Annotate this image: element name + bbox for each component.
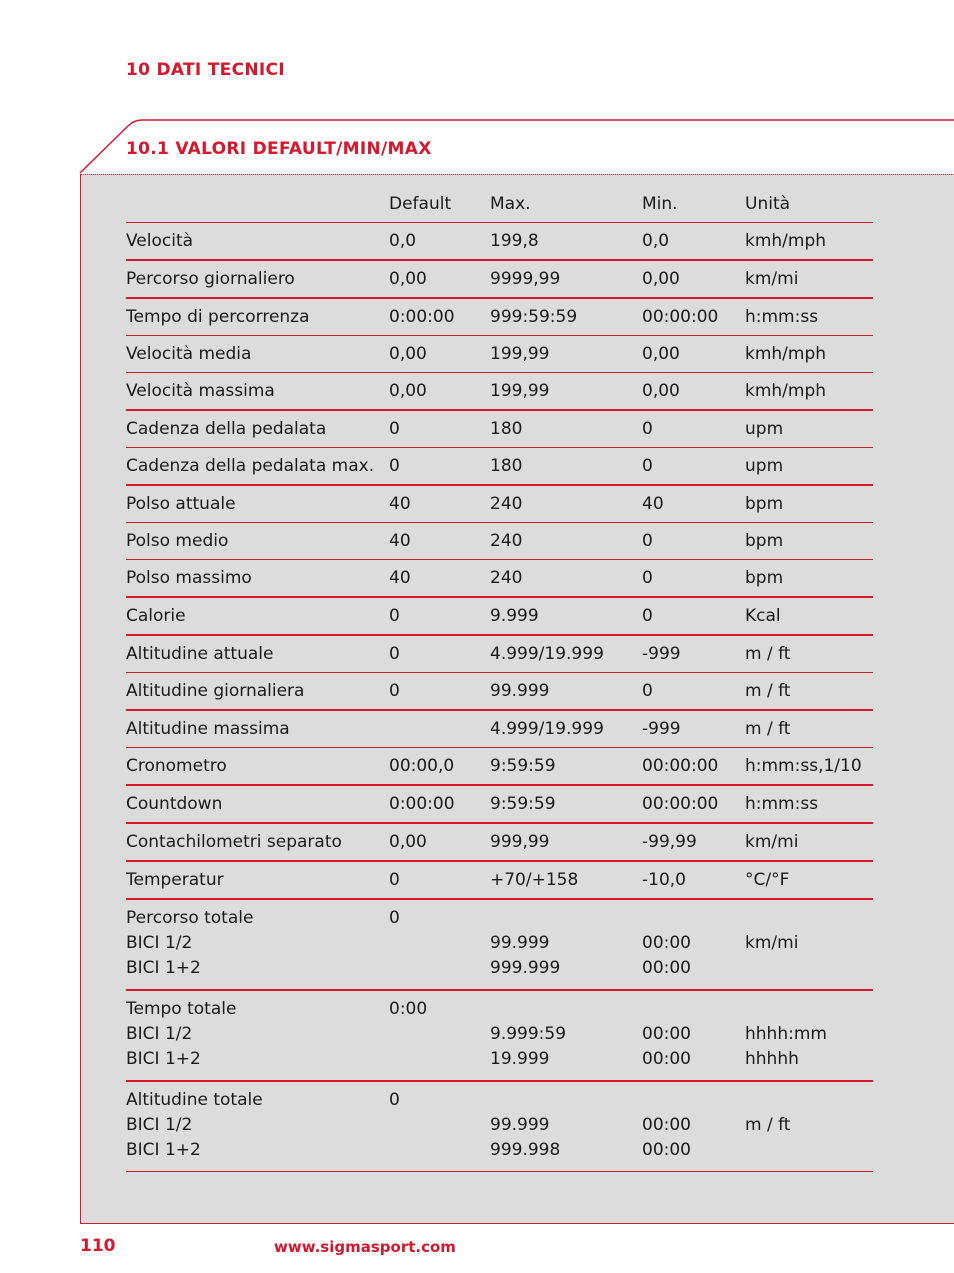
cell-max: 9.999	[490, 597, 642, 635]
table-row	[126, 523, 873, 560]
cell-min: 0	[642, 523, 745, 560]
cell-name: Polso medio	[126, 523, 389, 560]
cell-name: Velocità media	[126, 336, 389, 373]
cell-unit	[745, 899, 873, 990]
cell-name	[126, 1081, 389, 1172]
cell-default: 0	[389, 597, 490, 635]
cell-line: 00:00	[642, 1024, 691, 1044]
table-row	[126, 748, 873, 786]
cell-max	[490, 990, 642, 1081]
cell-max: 4.999/19.999	[490, 635, 642, 673]
cell-unit: m / ft	[745, 635, 873, 673]
cell-default: 0	[389, 448, 490, 486]
cell-default: 40	[389, 523, 490, 560]
cell-line: 00:00	[642, 1049, 691, 1069]
cell-min: 0,0	[642, 223, 745, 261]
table-row	[126, 485, 873, 523]
cell-line: BICI 1+2	[126, 1049, 201, 1069]
specs-table	[126, 186, 873, 1172]
cell-line: m / ft	[745, 1115, 791, 1135]
cell-default: 0,0	[389, 223, 490, 261]
cell-name: Cadenza della pedalata max.	[126, 448, 389, 486]
cell-line: 9.999:59	[490, 1024, 567, 1044]
cell-unit: km/mi	[745, 823, 873, 861]
column-header-unit: Unità	[745, 186, 873, 223]
cell-line: Percorso totale	[126, 908, 254, 928]
cell-line	[745, 956, 873, 981]
cell-min: 40	[642, 485, 745, 523]
table-row	[126, 410, 873, 448]
cell-min	[642, 1081, 745, 1172]
cell-min: 0	[642, 673, 745, 711]
cell-line	[389, 1047, 490, 1072]
cell-default: 0	[389, 410, 490, 448]
cell-default: 40	[389, 485, 490, 523]
cell-line: hhhh:mm	[745, 1024, 827, 1044]
column-header-min: Min.	[642, 186, 745, 223]
table-row	[126, 673, 873, 711]
cell-line: hhhhh	[745, 1049, 799, 1069]
cell-line	[490, 997, 642, 1022]
cell-default	[389, 899, 490, 990]
cell-min: -999	[642, 635, 745, 673]
cell-max	[490, 899, 642, 990]
cell-line: 00:00	[642, 1115, 691, 1135]
cell-name: Calorie	[126, 597, 389, 635]
cell-line: Altitudine totale	[126, 1090, 263, 1110]
cell-default: 0	[389, 635, 490, 673]
cell-line: BICI 1+2	[126, 958, 201, 978]
table-row	[126, 635, 873, 673]
cell-line: 00:00	[642, 933, 691, 953]
cell-line	[642, 906, 745, 931]
cell-name: Temperatur	[126, 861, 389, 899]
cell-default	[389, 1081, 490, 1172]
cell-unit: bpm	[745, 485, 873, 523]
cell-name: Polso massimo	[126, 560, 389, 598]
table-row	[126, 861, 873, 899]
cell-unit: kmh/mph	[745, 336, 873, 373]
cell-unit: kmh/mph	[745, 373, 873, 411]
table-header-row	[126, 186, 873, 223]
cell-min: -10,0	[642, 861, 745, 899]
table-row-multi	[126, 899, 873, 990]
cell-default: 0:00:00	[389, 785, 490, 823]
table-row	[126, 448, 873, 486]
cell-max: 199,8	[490, 223, 642, 261]
table-row	[126, 260, 873, 298]
cell-unit: upm	[745, 410, 873, 448]
table-row	[126, 373, 873, 411]
cell-line	[490, 906, 642, 931]
table-row-multi	[126, 1081, 873, 1172]
table-row	[126, 336, 873, 373]
cell-line	[389, 1113, 490, 1138]
cell-name: Altitudine attuale	[126, 635, 389, 673]
cell-name	[126, 899, 389, 990]
cell-min: -999	[642, 710, 745, 748]
cell-unit	[745, 990, 873, 1081]
cell-line	[745, 906, 873, 931]
cell-name: Countdown	[126, 785, 389, 823]
cell-unit: bpm	[745, 560, 873, 598]
cell-unit: upm	[745, 448, 873, 486]
cell-unit: h:mm:ss	[745, 785, 873, 823]
cell-name: Contachilometri separato	[126, 823, 389, 861]
cell-line: 19.999	[490, 1049, 550, 1069]
cell-line	[389, 1022, 490, 1047]
cell-min: 0,00	[642, 373, 745, 411]
cell-max: 9:59:59	[490, 785, 642, 823]
cell-max: 999:59:59	[490, 298, 642, 336]
cell-max: 180	[490, 448, 642, 486]
cell-line: 99.999	[490, 933, 550, 953]
cell-line: BICI 1+2	[126, 1140, 201, 1160]
cell-min: -99,99	[642, 823, 745, 861]
cell-default: 0,00	[389, 373, 490, 411]
cell-min: 0	[642, 410, 745, 448]
cell-max: 9:59:59	[490, 748, 642, 786]
table-row	[126, 823, 873, 861]
cell-line: km/mi	[745, 933, 799, 953]
cell-line	[490, 1088, 642, 1113]
cell-line	[389, 931, 490, 956]
cell-line: 99.999	[490, 1115, 550, 1135]
cell-min: 0	[642, 448, 745, 486]
table-row	[126, 223, 873, 261]
section-title: 10.1 VALORI DEFAULT/MIN/MAX	[126, 139, 432, 159]
cell-default: 0,00	[389, 336, 490, 373]
table-row	[126, 560, 873, 598]
cell-line: 0:00	[389, 999, 428, 1019]
cell-min: 00:00:00	[642, 785, 745, 823]
cell-max: 99.999	[490, 673, 642, 711]
cell-line: 0	[389, 1090, 400, 1110]
cell-name: Percorso giornaliero	[126, 260, 389, 298]
cell-name: Cadenza della pedalata	[126, 410, 389, 448]
cell-default: 00:00,0	[389, 748, 490, 786]
column-header	[126, 186, 389, 223]
cell-line: 999.998	[490, 1140, 561, 1160]
cell-line	[745, 1138, 873, 1163]
column-header-default: Default	[389, 186, 490, 223]
table-row	[126, 785, 873, 823]
cell-unit: kmh/mph	[745, 223, 873, 261]
cell-min	[642, 899, 745, 990]
cell-name: Cronometro	[126, 748, 389, 786]
cell-unit: h:mm:ss	[745, 298, 873, 336]
cell-default: 40	[389, 560, 490, 598]
cell-unit: km/mi	[745, 260, 873, 298]
cell-line: BICI 1/2	[126, 933, 193, 953]
cell-max	[490, 1081, 642, 1172]
cell-max: 180	[490, 410, 642, 448]
cell-unit: °C/°F	[745, 861, 873, 899]
cell-max: 9999,99	[490, 260, 642, 298]
table-row	[126, 597, 873, 635]
cell-max: 240	[490, 485, 642, 523]
page-number: 110	[80, 1236, 116, 1256]
cell-name: Velocità massima	[126, 373, 389, 411]
cell-min: 0	[642, 560, 745, 598]
cell-line	[745, 997, 873, 1022]
cell-line: BICI 1/2	[126, 1115, 193, 1135]
cell-line: 00:00	[642, 958, 691, 978]
table-row	[126, 298, 873, 336]
cell-max: 240	[490, 560, 642, 598]
cell-default: 0:00:00	[389, 298, 490, 336]
cell-line: 999.999	[490, 958, 561, 978]
cell-min: 0,00	[642, 260, 745, 298]
cell-min: 0,00	[642, 336, 745, 373]
cell-line	[389, 1138, 490, 1163]
cell-line: BICI 1/2	[126, 1024, 193, 1044]
cell-line: 0	[389, 908, 400, 928]
cell-default	[389, 990, 490, 1081]
cell-name: Polso attuale	[126, 485, 389, 523]
cell-name: Altitudine giornaliera	[126, 673, 389, 711]
cell-default: 0,00	[389, 823, 490, 861]
cell-line	[642, 1088, 745, 1113]
chapter-title: 10 DATI TECNICI	[126, 60, 285, 80]
cell-min: 00:00:00	[642, 748, 745, 786]
cell-line: Tempo totale	[126, 999, 237, 1019]
cell-max: +70/+158	[490, 861, 642, 899]
cell-max: 240	[490, 523, 642, 560]
cell-unit	[745, 1081, 873, 1172]
cell-line	[642, 997, 745, 1022]
cell-unit: bpm	[745, 523, 873, 560]
dotted-divider	[80, 174, 954, 175]
cell-min	[642, 990, 745, 1081]
cell-max: 4.999/19.999	[490, 710, 642, 748]
cell-unit: h:mm:ss,1/10	[745, 748, 873, 786]
table-row	[126, 710, 873, 748]
cell-name: Tempo di percorrenza	[126, 298, 389, 336]
cell-default	[389, 710, 490, 748]
cell-name: Velocità	[126, 223, 389, 261]
cell-default: 0	[389, 861, 490, 899]
cell-unit: m / ft	[745, 673, 873, 711]
cell-name	[126, 990, 389, 1081]
cell-max: 199,99	[490, 373, 642, 411]
cell-default: 0,00	[389, 260, 490, 298]
cell-line: 00:00	[642, 1140, 691, 1160]
cell-unit: m / ft	[745, 710, 873, 748]
cell-min: 0	[642, 597, 745, 635]
cell-line	[389, 956, 490, 981]
table-row-multi	[126, 990, 873, 1081]
cell-max: 199,99	[490, 336, 642, 373]
cell-default: 0	[389, 673, 490, 711]
cell-unit: Kcal	[745, 597, 873, 635]
column-header-max: Max.	[490, 186, 642, 223]
cell-name: Altitudine massima	[126, 710, 389, 748]
cell-min: 00:00:00	[642, 298, 745, 336]
cell-max: 999,99	[490, 823, 642, 861]
footer-url: www.sigmasport.com	[274, 1238, 456, 1256]
cell-line	[745, 1088, 873, 1113]
